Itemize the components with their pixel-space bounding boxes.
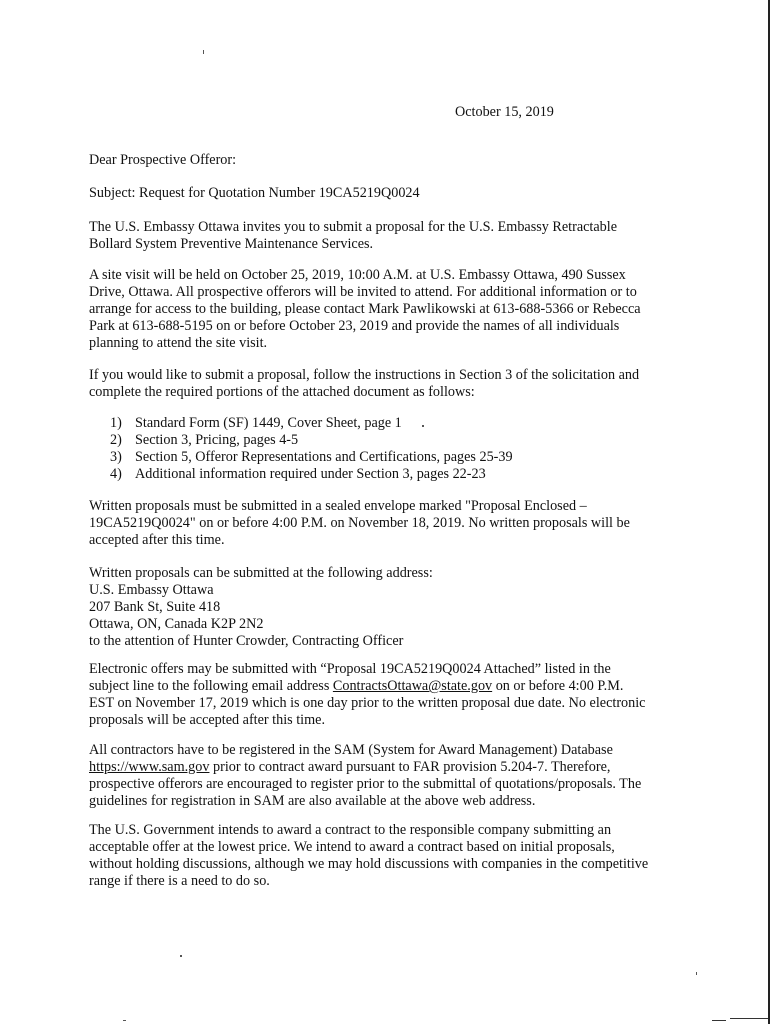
- scan-speck: [203, 50, 204, 54]
- electronic-offers-paragraph: [89, 661, 654, 729]
- list-item-text: Section 3, Pricing, pages 4-5: [135, 432, 299, 448]
- list-item-number: 3): [110, 449, 122, 465]
- text-fragment: subject line to the following email address: [89, 678, 333, 694]
- text-line: planning to attend the site visit.: [89, 335, 268, 351]
- text-line: accepted after this time.: [89, 532, 225, 548]
- written-proposals-paragraph: [89, 498, 654, 549]
- text-line: The U.S. Embassy Ottawa invites you to submit a proposal for the U.S. Embassy Retractable: [89, 219, 617, 235]
- sam-registration-paragraph: [89, 742, 654, 810]
- address-intro: Written proposals can be submitted at the following address:: [89, 565, 433, 581]
- text-line: Drive, Ottawa. All prospective offerors will be invited to attend. For additional information or to: [89, 284, 637, 300]
- text-line: Bollard System Preventive Maintenance Services.: [89, 236, 374, 252]
- list-item-number: 4): [110, 466, 122, 482]
- list-item-text: Section 5, Offeror Representations and Certifications, pages 25-39: [135, 449, 513, 465]
- email-link[interactable]: ContractsOttawa@state.gov: [332, 678, 493, 694]
- text-line: A site visit will be held on October 25, 2019, 10:00 A.M. at U.S. Embassy Ottawa, 490 Sussex: [89, 267, 626, 283]
- text-line: arrange for access to the building, please contact Mark Pawlikowski at 613-688-5366 or Rebecca: [89, 301, 641, 317]
- text-line: guidelines for registration in SAM are also available at the above web address.: [89, 793, 536, 809]
- text-line: [89, 759, 654, 776]
- site-visit-paragraph: [89, 267, 654, 352]
- address-line: 207 Bank St, Suite 418: [89, 599, 221, 615]
- text-line: acceptable offer at the lowest price. We intend to award a contract based on initial proposals,: [89, 839, 615, 855]
- text-fragment: prior to contract award pursuant to FAR provision 5.204-7. Therefore,: [209, 759, 611, 775]
- address-line: to the attention of Hunter Crowder, Contracting Officer: [89, 633, 404, 649]
- text-line: Written proposals must be submitted in a sealed envelope marked "Proposal Enclosed –: [89, 498, 587, 514]
- award-paragraph: [89, 822, 654, 890]
- text-line: range if there is a need to do so.: [89, 873, 270, 889]
- text-line: Park at 613-688-5195 on or before October 23, 2019 and provide the names of all individuals: [89, 318, 620, 334]
- intro-paragraph: [89, 219, 654, 253]
- text-line: [89, 678, 654, 695]
- list-item: [110, 432, 513, 449]
- address-block: [89, 565, 654, 650]
- list-item-text: Standard Form (SF) 1449, Cover Sheet, page 1: [135, 415, 402, 431]
- required-documents-list: [110, 415, 513, 483]
- address-line: Ottawa, ON, Canada K2P 2N2: [89, 616, 264, 632]
- letter-date: October 15, 2019: [455, 104, 554, 120]
- address-line: U.S. Embassy Ottawa: [89, 582, 214, 598]
- list-item: [110, 415, 513, 432]
- text-line: prospective offerors are encouraged to register prior to the submittal of quotations/proposals. The: [89, 776, 642, 792]
- scan-edge-line: [730, 1018, 768, 1019]
- text-line: proposals will be accepted after this time.: [89, 712, 325, 728]
- text-line: If you would like to submit a proposal, follow the instructions in Section 3 of the solicitation and: [89, 367, 640, 383]
- text-line: 19CA5219Q0024" on or before 4:00 P.M. on November 18, 2019. No written proposals will be: [89, 515, 630, 531]
- text-line: EST on November 17, 2019 which is one day prior to the written proposal due date. No electronic: [89, 695, 646, 711]
- list-item-text: Additional information required under Section 3, pages 22-23: [135, 466, 486, 482]
- salutation: Dear Prospective Offeror:: [89, 152, 237, 168]
- text-line: complete the required portions of the attached document as follows:: [89, 384, 475, 400]
- subject-line: Subject: Request for Quotation Number 19CA5219Q0024: [89, 185, 420, 201]
- list-item: [110, 449, 513, 466]
- scan-speck: [123, 1020, 126, 1021]
- text-line: without holding discussions, although we may hold discussions with companies in the competitive: [89, 856, 649, 872]
- scan-speck: [180, 955, 182, 957]
- scan-speck: [696, 972, 697, 975]
- instructions-paragraph: [89, 367, 654, 401]
- scan-edge-line: [712, 1020, 726, 1021]
- text-line: Electronic offers may be submitted with “Proposal 19CA5219Q0024 Attached” listed in the: [89, 661, 611, 677]
- text-line: The U.S. Government intends to award a contract to the responsible company submitting an: [89, 822, 612, 838]
- list-item: [110, 466, 513, 483]
- text-fragment: on or before 4:00 P.M.: [492, 678, 624, 694]
- sam-website-link[interactable]: https://www.sam.gov: [89, 759, 210, 775]
- list-item-number: 2): [110, 432, 122, 448]
- text-line: All contractors have to be registered in the SAM (System for Award Management) Database: [89, 742, 613, 758]
- list-item-number: 1): [110, 415, 122, 431]
